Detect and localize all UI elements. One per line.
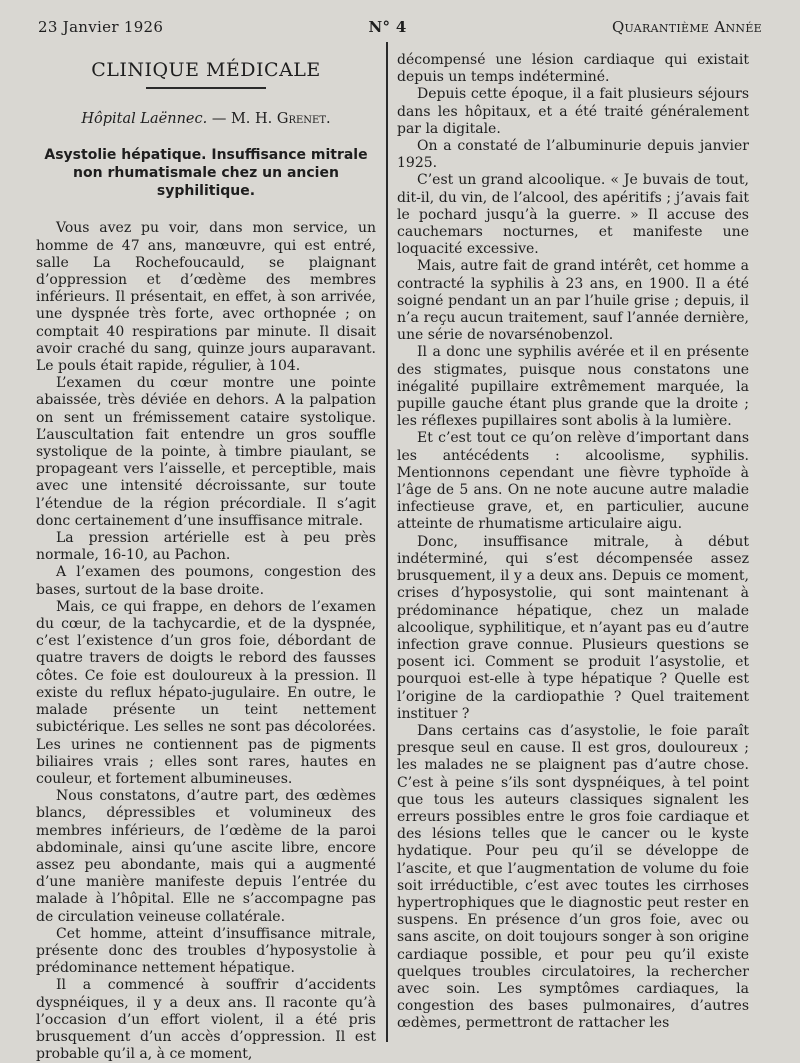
issue-year: Quarantième Année: [611, 18, 762, 36]
right-paragraph-5: Mais, autre fait de grand intérêt, cet homme a contracté la syphilis à 23 ans, en 1900. Il a été soigné pendant un an par l’huile grise ; depuis, il n’a reçu aucun traitement, sauf l’année dernière, une série de novarsénobenzol.: [397, 258, 749, 344]
right-paragraph-2: Depuis cette époque, il a fait plusieurs séjours dans les hôpitaux, et a été traité généralement par la digitale.: [397, 86, 749, 137]
left-column: [36, 52, 376, 1063]
byline-dash: —: [207, 111, 231, 128]
right-paragraph-9: Dans certains cas d’asystolie, le foie paraît presque seul en cause. Il est gros, douloureux ; les malades ne se plaignent pas d’autre chose. C’est à peine s’ils sont dyspnéiques, à tel point que tous les auteurs classiques signalent les erreurs possibles entre le gros foie cardiaque et des lésions telles que le cancer ou le kyste hydatique. Pour peu qu’il se développe de l’ascite, et que l’augmentation de volume du foie soit irréductible, c’est avec toutes les cirrhoses hypertrophiques que le diagnostic peut rester en suspens. En présence d’un gros foie, avec ou sans ascite, on doit toujours songer à son origine cardiaque possible, et pour peu qu’il existe quelques troubles circulatoires, la rechercher avec soin. Les symptômes cardiaques, la congestion des bases pulmonaires, d’autres œdèmes, permettront de rattacher les: [397, 722, 749, 1032]
right-paragraph-4: C’est un grand alcoolique. « Je buvais de tout, dit-il, du vin, de l’alcool, des apéritifs ; j’avais fait le pochard jusqu’à la guerre. » Il accuse des cauchemars nocturnes, et manifeste une loquacité excessive.: [397, 172, 749, 258]
left-paragraph-2: L’examen du cœur montre une pointe abaissée, très déviée en dehors. A la palpation on sent un frémissement cataire systolique. L’auscultation fait entendre un gros souffle systolique de la pointe, à timbre piaulant, se propageant vers l’aisselle, et perceptible, mais avec une intensité décroissante, sur toute l’étendue de la région précordiale. Il s’agit donc certainement d’une insuffisance mitrale.: [36, 375, 376, 529]
issue-date: 23 Janvier 1926: [38, 18, 164, 36]
hospital-name: Hôpital Laënnec.: [81, 111, 208, 128]
column-divider: [386, 42, 388, 1042]
right-paragraph-8: Donc, insuffisance mitrale, à début indéterminé, qui s’est décompensée assez brusquement, il y a deux ans. Depuis ce moment, crises d’hyposystolie, qui sont maintenant à prédominance hépatique, chez un malade alcoolique, syphilitique, et n’ayant pas eu d’autre infection grave connue. Plusieurs questions se posent ici. Comment se produit l’asystolie, et pourquoi est-elle à type hépatique ? Quelle est l’origine de la cardiopathie ? Quel traitement instituer ?: [397, 533, 749, 722]
right-column: [397, 52, 749, 1033]
left-paragraph-8: Il a commencé à souffrir d’accidents dyspnéiques, il y a deux ans. Il raconte qu’à l’occasion d’un effort violent, il a été pris brusquement d’un accès d’oppression. Il est probable qu’il a, à ce moment,: [36, 977, 376, 1063]
byline: [36, 111, 376, 128]
title-rule: [146, 87, 266, 89]
left-paragraph-5: Mais, ce qui frappe, en dehors de l’examen du cœur, de la tachycardie, et de la dyspnée, c’est l’existence d’un gros foie, débordant de quatre travers de doigts le rebord des fausses côtes. Ce foie est douloureux à la pression. Il existe du reflux hépato-jugulaire. En outre, le malade présente un teint nettement subictérique. Les selles ne sont pas décolorées. Les urines ne contiennent pas de pigments biliaires vrais ; elles sont rares, hautes en couleur, et fortement albumineuses.: [36, 598, 376, 787]
right-paragraph-7: Et c’est tout ce qu’on relève d’important dans les antécédents : alcoolisme, syphilis. Mentionnons cependant une fièvre typhoïde à l’âge de 5 ans. On ne note aucune autre maladie infectieuse grave, et, en particulier, aucune atteinte de rhumatisme articulaire aigu.: [397, 430, 749, 533]
right-paragraph-6: Il a donc une syphilis avérée et il en présente des stigmates, puisque nous constatons une inégalité pupillaire extrêmement marquée, la pupille gauche étant plus grande que la droite ; les réflexes pupillaires sont abolis à la lumière.: [397, 344, 749, 430]
left-paragraph-3: La pression artérielle est à peu près normale, 16-10, au Pachon.: [36, 530, 376, 564]
case-title: [36, 146, 376, 200]
author-name: M. H. Grenet.: [230, 111, 331, 128]
right-paragraph-3: On a constaté de l’albuminurie depuis janvier 1925.: [397, 138, 749, 172]
right-paragraph-1: décompensé une lésion cardiaque qui existait depuis un temps indéterminé.: [397, 52, 749, 86]
left-paragraph-1: Vous avez pu voir, dans mon service, un homme de 47 ans, manœuvre, qui est entré, salle La Rochefoucauld, se plaignant d’oppression et d’œdème des membres inférieurs. Il présentait, en effet, à son arrivée, une dyspnée très forte, avec orthopnée ; on comptait 40 respirations par minute. Il disait avoir craché du sang, quinze jours auparavant. Le pouls était rapide, régulier, à 104.: [36, 220, 376, 375]
page-header: [38, 18, 762, 40]
case-title-line-1: Asystolie hépatique. Insuffisance mitrale: [44, 147, 368, 164]
left-paragraph-6: Nous constatons, d’autre part, des œdèmes blancs, dépressibles et volumineux des membres inférieurs, de l’œdème de la paroi abdominale, ainsi qu’une ascite libre, encore assez peu abondante, mais qui a augmenté d’une manière manifeste depuis l’entrée du malade à l’hôpital. Elle ne s’accompagne pas de circulation veineuse collatérale.: [36, 788, 376, 925]
case-title-line-2: non rhumatismale chez un ancien syphilitique.: [73, 165, 339, 200]
left-paragraph-4: A l’examen des poumons, congestion des bases, surtout de la base droite.: [36, 564, 376, 598]
left-paragraph-7: Cet homme, atteint d’insuffisance mitrale, présente donc des troubles d’hyposystolie à prédominance nettement hépatique.: [36, 925, 376, 977]
issue-number: N° 4: [368, 18, 407, 36]
section-title: CLINIQUE MÉDICALE: [91, 59, 321, 81]
